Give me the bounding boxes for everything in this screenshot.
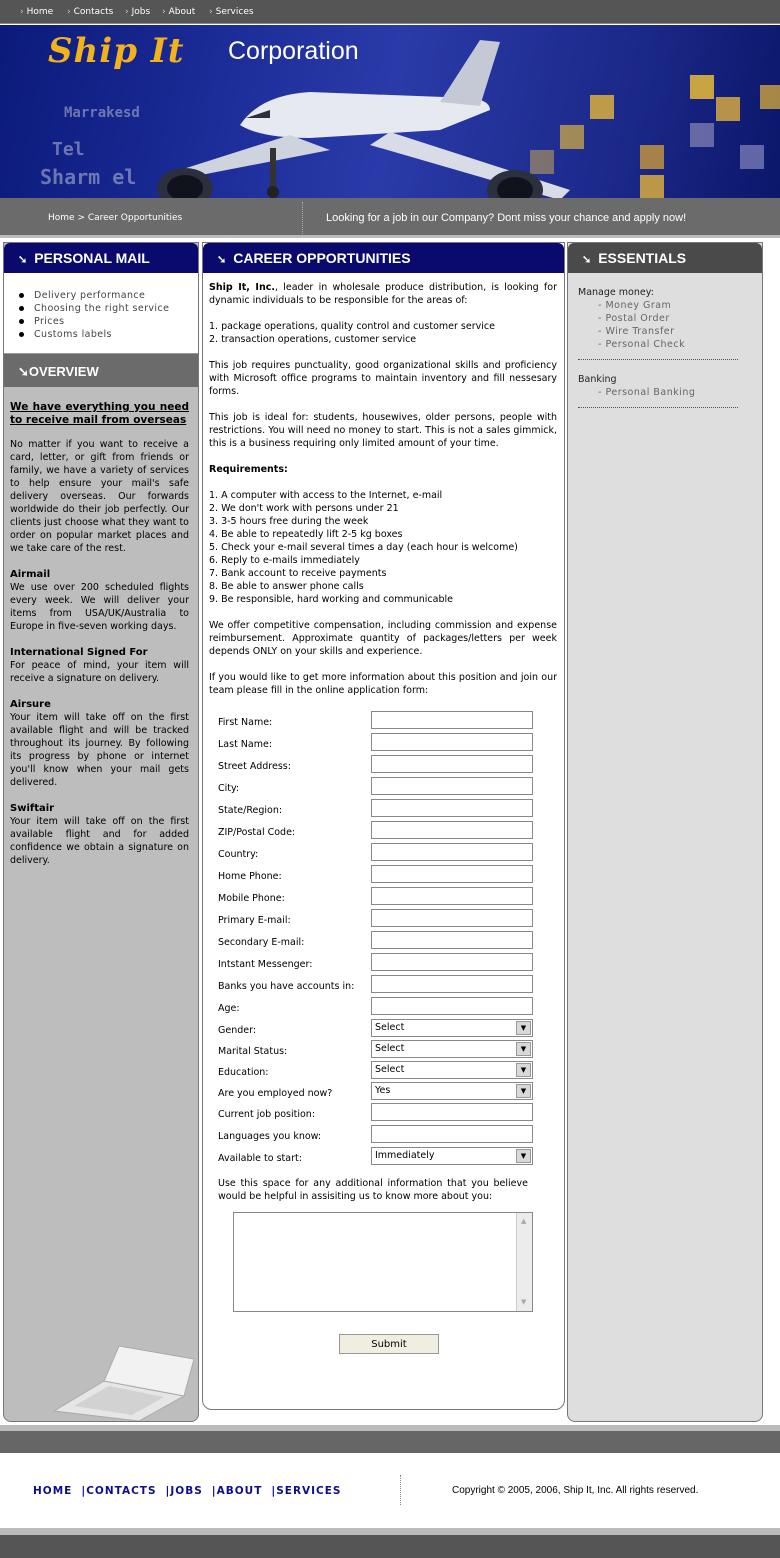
street-address-input[interactable]	[371, 755, 533, 773]
field-label: Marital Status:	[218, 1046, 288, 1057]
dropdown-arrow-icon: ▼	[516, 1021, 531, 1035]
essentials-group	[578, 287, 762, 351]
copyright: Copyright © 2005, 2006, Ship It, Inc. All rights reserved.	[452, 1485, 699, 1496]
requirement-item: 1. A computer with access to the Internet, e-mail	[209, 490, 443, 501]
skills-paragraph: This job requires punctuality, good organizational skills and proficiency with Microsoft office programs to maintain inventory and fill nessesary forms.	[209, 360, 557, 397]
link-money-gram[interactable]: - Money Gram	[598, 299, 762, 312]
field-label: Current job position:	[218, 1109, 316, 1120]
dropdown-arrow-icon: ▼	[516, 1149, 531, 1163]
footer-bar	[0, 1431, 780, 1453]
field-label: Country:	[218, 849, 259, 860]
field-label: Languages you know:	[218, 1131, 322, 1142]
laptop-image	[44, 1341, 194, 1421]
requirement-item: 7. Bank account to receive payments	[209, 568, 387, 579]
link-personal-banking[interactable]: - Personal Banking	[598, 386, 762, 399]
last-name-input[interactable]	[371, 733, 533, 751]
field-label: State/Region:	[218, 805, 283, 816]
service-name: Airsure	[10, 699, 51, 710]
header-banner	[0, 25, 780, 198]
top-nav-jobs[interactable]: › Jobs	[125, 7, 150, 17]
dropdown-arrow-icon: ▼	[516, 1042, 531, 1056]
requirement-item: 3. 3-5 hours free during the week	[209, 516, 369, 527]
zip-code-input[interactable]	[371, 821, 533, 839]
service-name: International Signed For	[10, 647, 148, 658]
departure-board-line: Marrakesd	[64, 105, 140, 121]
service-text: Your item will take off on the first available flight and for added confidence we obtain a signature on delivery.	[10, 816, 189, 866]
current-job-input[interactable]	[371, 1103, 533, 1121]
compensation-paragraph: We offer competitive compensation, including commission and expense reimbursement. Approximate quantity of packages/letters per week depends ONLY on your skills and experience.	[209, 620, 557, 657]
service-name: Swiftair	[10, 803, 55, 814]
overview-intro: No matter if you want to receive a card, letter, or gift from friends or family, we have a variety of services to help ensure your mail's safe delivery overseas. Our forwards worldwide do their job perfectly. Our clients just choose what they want to order on popular market places and we take care of the rest.	[10, 439, 189, 554]
mail-link-choosing-service[interactable]: Choosing the right service	[34, 302, 198, 315]
mail-link-prices[interactable]: Prices	[34, 315, 198, 328]
available-to-start-select[interactable]: Immediately ▼	[371, 1147, 533, 1165]
mail-link-customs-labels[interactable]: Customs labels	[34, 328, 198, 341]
top-nav-services[interactable]: › Services	[209, 7, 254, 17]
brand-suffix: Corporation	[228, 37, 359, 65]
link-personal-check[interactable]: - Personal Check	[598, 338, 762, 351]
company-name: Ship It, Inc.	[209, 282, 275, 293]
right-column	[567, 242, 763, 1422]
field-label: City:	[218, 783, 240, 794]
education-select[interactable]: Select ▼	[371, 1061, 533, 1079]
service-text: For peace of mind, your item will receive a signature on delivery.	[10, 660, 189, 684]
top-nav-home[interactable]: › Home	[20, 7, 53, 17]
divider	[578, 359, 738, 360]
personal-mail-list	[4, 273, 198, 353]
field-label: Mobile Phone:	[218, 893, 285, 904]
ideal-paragraph: This job is ideal for: students, housewives, older persons, people with restrictions. You will need no money to start. This is not a sales gimmick, this is a business requiring only limited amount of your time.	[209, 412, 557, 449]
languages-input[interactable]	[371, 1125, 533, 1143]
apply-paragraph: If you would like to get more information about this position and join our team please fill in the online application form:	[209, 672, 557, 696]
overview-header: ➘OVERVIEW	[4, 353, 198, 387]
state-region-input[interactable]	[371, 799, 533, 817]
field-label: Street Address:	[218, 761, 291, 772]
field-label: Are you employed now?	[218, 1088, 333, 1099]
dropdown-arrow-icon: ▼	[516, 1084, 531, 1098]
field-label: Intstant Messenger:	[218, 959, 313, 970]
arrow-icon: ➘	[582, 254, 592, 266]
banks-input[interactable]	[371, 975, 533, 993]
essentials-header: ➘ ESSENTIALS	[568, 243, 762, 273]
field-label: ZIP/Postal Code:	[218, 827, 296, 838]
mobile-phone-input[interactable]	[371, 887, 533, 905]
left-column	[3, 242, 199, 1422]
footer-nav: HOME |CONTACTS |JOBS |ABOUT |SERVICES	[33, 1485, 342, 1497]
field-label: Available to start:	[218, 1153, 302, 1164]
brand-logo: Ship It	[48, 31, 185, 71]
field-label: Gender:	[218, 1025, 257, 1036]
areas-list	[209, 320, 557, 346]
essentials-group	[578, 374, 762, 399]
personal-mail-header: ➘ PERSONAL MAIL	[4, 243, 198, 273]
first-name-input[interactable]	[371, 711, 533, 729]
footer-link-jobs[interactable]: JOBS	[170, 1485, 203, 1497]
top-nav-about[interactable]: › About	[162, 7, 195, 17]
application-form	[209, 711, 557, 1354]
departure-board-line: Sharm el	[40, 165, 137, 189]
overview-body	[4, 387, 198, 867]
field-label: Home Phone:	[218, 871, 282, 882]
primary-email-input[interactable]	[371, 909, 533, 927]
career-header: ➘ CAREER OPPORTUNITIES	[203, 243, 564, 273]
requirement-item: 9. Be responsible, hard working and communicable	[209, 594, 453, 605]
footer-link-contacts[interactable]: CONTACTS	[86, 1485, 157, 1497]
field-label: Education:	[218, 1067, 269, 1078]
footer-link-services[interactable]: SERVICES	[276, 1485, 342, 1497]
scrollbar[interactable]	[516, 1213, 532, 1311]
area-item: 1. package operations, quality control and customer service	[209, 321, 495, 332]
age-input[interactable]	[371, 997, 533, 1015]
footer-link-about[interactable]: ABOUT	[216, 1485, 263, 1497]
divider	[578, 407, 738, 408]
requirement-item: 4. Be able to repeatedly lift 2-5 kg boxes	[209, 529, 403, 540]
field-label: Last Name:	[218, 739, 273, 750]
mail-link-delivery-performance[interactable]: Delivery performance	[34, 289, 198, 302]
country-input[interactable]	[371, 843, 533, 861]
field-label: Primary E-mail:	[218, 915, 291, 926]
footer-link-home[interactable]: HOME	[33, 1485, 73, 1497]
top-nav-contacts[interactable]: › Contacts	[67, 7, 113, 17]
area-item: 2. transaction operations, customer service	[209, 334, 417, 345]
instant-messenger-input[interactable]	[371, 953, 533, 971]
intro-paragraph: Ship It, Inc., leader in wholesale produce distribution, is looking for dynamic individuals to be responsible for the areas of:	[209, 282, 557, 306]
gender-select[interactable]: Select ▼	[371, 1019, 533, 1037]
tagline: Looking for a job in our Company? Dont miss your chance and apply now!	[326, 212, 687, 224]
secondary-email-input[interactable]	[371, 931, 533, 949]
requirement-item: 6. Reply to e-mails immediately	[209, 555, 360, 566]
essentials-body	[568, 273, 762, 408]
requirements-title: Requirements:	[209, 464, 288, 475]
group-title: Banking	[578, 374, 617, 385]
field-label: Secondary E-mail:	[218, 937, 305, 948]
link-wire-transfer[interactable]: - Wire Transfer	[598, 325, 762, 338]
field-label: Age:	[218, 1003, 240, 1014]
requirements-list	[209, 489, 557, 606]
group-title: Manage money:	[578, 287, 654, 298]
airplane-image	[140, 40, 580, 198]
breadcrumb[interactable]: Home > Career Opportunities	[48, 213, 183, 223]
departure-board-line: Tel	[52, 139, 85, 160]
employed-select[interactable]: Yes ▼	[371, 1082, 533, 1100]
arrow-icon: ➘	[18, 364, 29, 379]
requirement-item: 5. Check your e-mail several times a day (each hour is welcome)	[209, 542, 518, 553]
breadcrumb-bar	[0, 198, 780, 238]
additional-info-textarea[interactable]	[233, 1212, 533, 1312]
city-input[interactable]	[371, 777, 533, 795]
arrow-icon: ➘	[217, 254, 227, 266]
service-text: We use over 200 scheduled flights every week. We will deliver your items from USA/UK/Australia to Europe in five-seven working days.	[10, 582, 189, 632]
requirement-item: 2. We don't work with persons under 21	[209, 503, 399, 514]
field-label: First Name:	[218, 717, 273, 728]
marital-status-select[interactable]: Select ▼	[371, 1040, 533, 1058]
home-phone-input[interactable]	[371, 865, 533, 883]
service-name: Airmail	[10, 569, 51, 580]
service-text: Your item will take off on the first available flight and will be tracked throughout its journey. By following its progress by phone or internet you'll know when your mail gets delivered.	[10, 712, 189, 788]
overview-heading: We have everything you need to receive mail from overseas	[10, 401, 189, 426]
center-column	[202, 242, 565, 1410]
requirement-item: 8. Be able to answer phone calls	[209, 581, 364, 592]
link-postal-order[interactable]: - Postal Order	[598, 312, 762, 325]
career-body	[203, 273, 564, 1354]
submit-button[interactable]: Submit	[339, 1334, 439, 1354]
dropdown-arrow-icon: ▼	[516, 1063, 531, 1077]
additional-info-label: Use this space for any additional information that you believe would be helpful in assisiting us to know more about you:	[218, 1178, 528, 1202]
top-nav	[0, 0, 780, 24]
arrow-icon: ➘	[18, 254, 28, 266]
field-label: Banks you have accounts in:	[218, 981, 355, 992]
